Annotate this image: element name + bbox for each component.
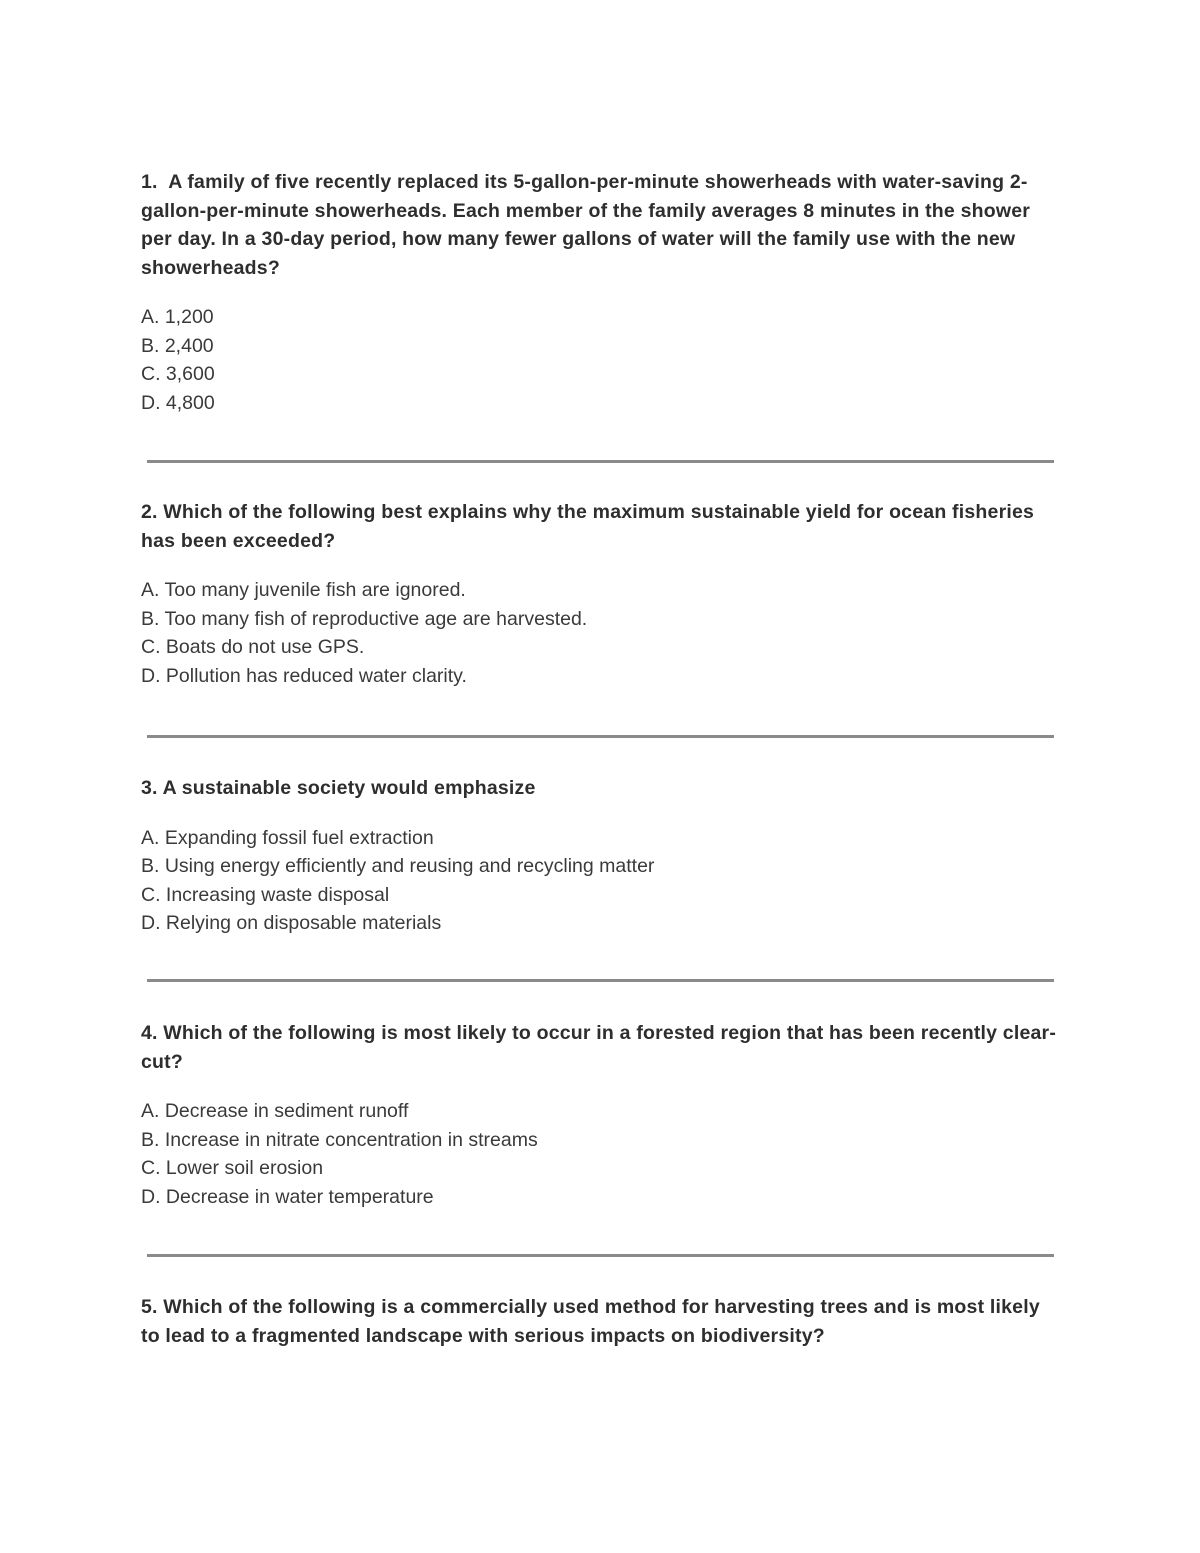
question-number: 5. [141,1296,158,1318]
section-divider [147,979,1054,982]
question-2 [141,498,1061,690]
answer-choice-a[interactable]: A. Decrease in sediment runoff [141,1100,409,1122]
question-3-prompt [141,774,1061,803]
answer-choice-d[interactable]: D. Pollution has reduced water clarity. [141,664,467,687]
question-text: Which of the following best explains why the maximum sustainable yield for ocean fisheries has been exceeded? [141,501,1035,552]
question-number: 1. [141,171,158,193]
question-number: 3. [141,777,158,799]
section-divider [147,735,1054,738]
answer-choice-a[interactable]: A. Expanding fossil fuel extraction [141,826,434,849]
answer-choice-b[interactable]: B. Increase in nitrate concentration in streams [141,1128,538,1151]
question-1 [141,168,1061,417]
question-number: 2. [141,501,158,523]
answer-choice-c[interactable]: C. 3,600 [141,363,215,385]
question-text: A sustainable society would emphasize [162,777,536,799]
answer-choice-a[interactable]: A. 1,200 [141,306,214,328]
answer-choice-b[interactable]: B. 2,400 [141,334,214,357]
answer-choice-b[interactable]: B. Too many fish of reproductive age are harvested. [141,607,588,630]
answer-choice-c[interactable]: C. Increasing waste disposal [141,883,390,906]
answer-choices [141,303,1061,417]
question-2-prompt [141,498,1061,555]
question-number: 4. [141,1022,158,1044]
section-divider [147,460,1054,463]
question-4 [141,1019,1061,1211]
answer-choices [141,1097,1061,1211]
question-text: Which of the following is most likely to occur in a forested region that has been recently clear-cut? [141,1022,1057,1073]
question-5 [141,1293,1061,1350]
answer-choice-d[interactable]: D. Decrease in water temperature [141,1185,434,1208]
answer-choices [141,576,1061,690]
answer-choice-c[interactable]: C. Lower soil erosion [141,1157,324,1179]
answer-choice-d[interactable]: D. Relying on disposable materials [141,912,442,934]
answer-choice-c[interactable]: C. Boats do not use GPS. [141,636,365,658]
section-divider [147,1254,1054,1257]
question-text: A family of five recently replaced its 5-gallon-per-minute showerheads with water-saving 2-gallon-per-minute showerheads. Each member of the family averages 8 minutes in the shower per day. In a 30-day period, how many fewer gallons of water will the family use with the new showerheads? [141,171,1031,279]
question-4-prompt [141,1019,1061,1076]
answer-choice-d[interactable]: D. 4,800 [141,391,215,414]
question-1-prompt [141,168,1061,282]
answer-choices [141,824,1061,938]
question-5-prompt [141,1293,1061,1350]
answer-choice-a[interactable]: A. Too many juvenile fish are ignored. [141,579,466,601]
question-3 [141,774,1061,938]
question-text: Which of the following is a commercially used method for harvesting trees and is most likely to lead to a fragmented landscape with serious impacts on biodiversity? [141,1296,1040,1347]
answer-choice-b[interactable]: B. Using energy efficiently and reusing and recycling matter [141,855,655,877]
